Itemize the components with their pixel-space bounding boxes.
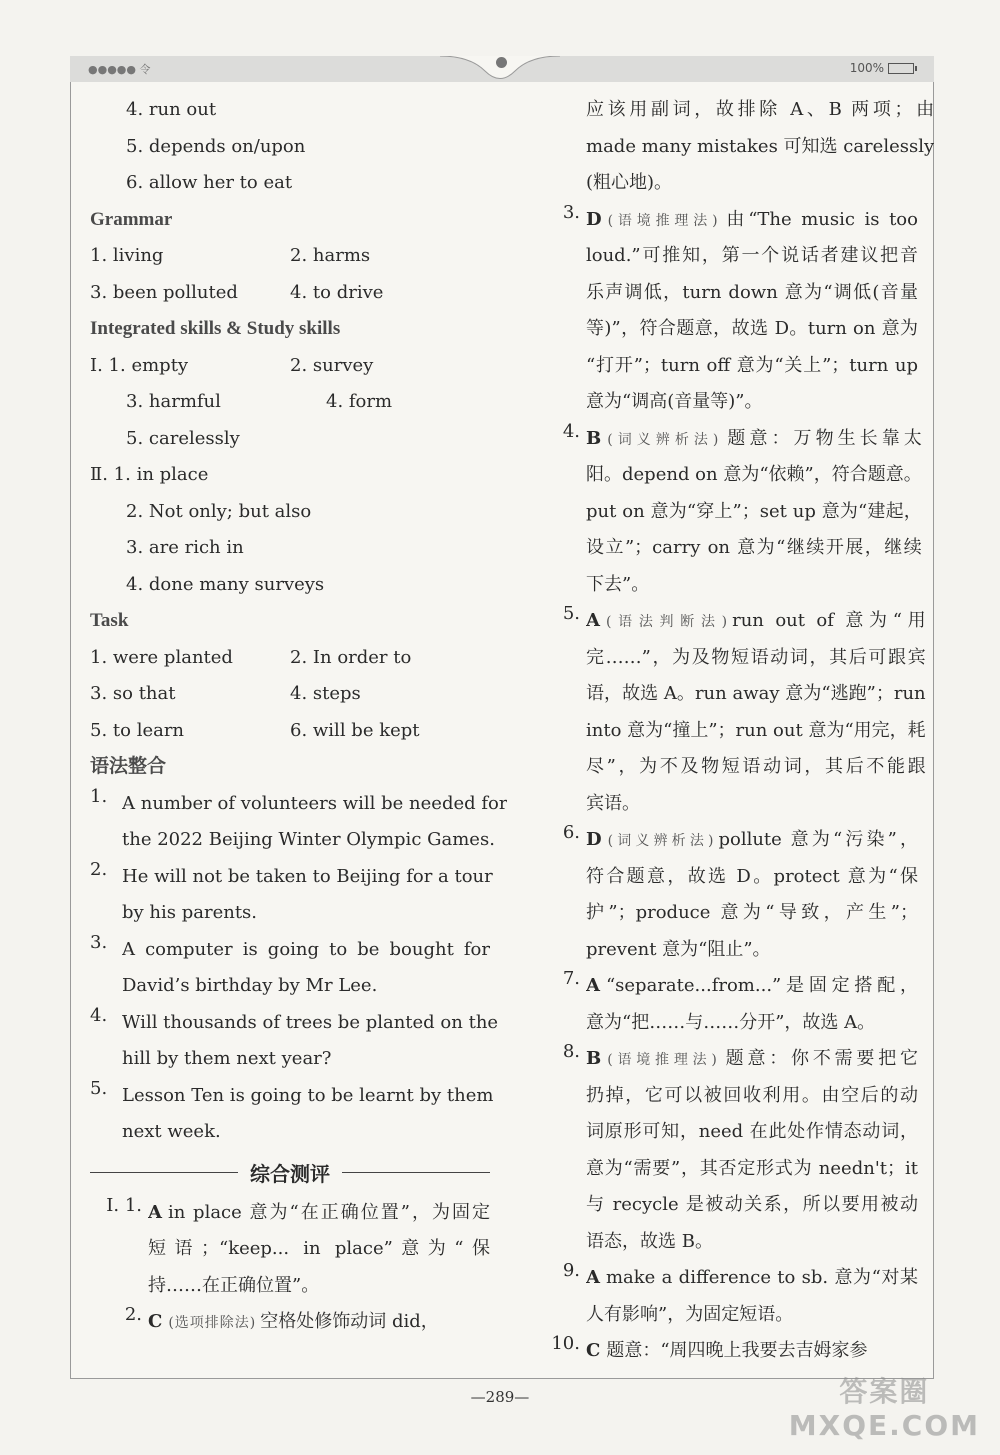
explanation-line (586, 603, 926, 640)
answer-explanation (586, 92, 934, 202)
solving-method: (词义辨析法) (607, 431, 720, 448)
explanation-line (586, 1187, 918, 1224)
answer-item: 5. depends on/upon (126, 135, 306, 157)
explanation-line (586, 92, 934, 129)
answer-number (550, 92, 586, 202)
answer-number: 2. (124, 1304, 142, 1325)
section-divider (90, 1151, 490, 1195)
explanation-line (586, 1260, 918, 1297)
line-text: 语态，故选 B。 (586, 1230, 713, 1252)
explanation-line (586, 1005, 918, 1042)
answer-explanation (586, 421, 922, 604)
watermark-url: MXQE.COM (788, 1409, 980, 1442)
answer-entry (550, 420, 922, 604)
explanation-line (148, 1268, 490, 1305)
solving-method: (选项排除法) (168, 1315, 257, 1331)
explanation-line (586, 895, 918, 932)
explanation-line (586, 311, 918, 348)
answer-number: 6. (562, 822, 580, 843)
line-text: pollute 意为“污染”， (718, 829, 918, 850)
sentence-number: 5. (90, 1077, 108, 1099)
solving-method: (语境推理法) (607, 212, 719, 229)
answer-item: 1. living (90, 245, 164, 266)
sentence-text (116, 1005, 498, 1078)
answer-item: 4. form (326, 391, 393, 412)
answer-row (90, 713, 490, 750)
line-text: 意为“调高(音量等)”。 (586, 391, 763, 412)
answer-item: Ⅰ. 1. empty (90, 354, 189, 376)
page-number: —289— (470, 1388, 530, 1406)
explanation-line (586, 1041, 918, 1078)
sentence-text (116, 786, 507, 859)
line-text: 持……在正确位置”。 (148, 1274, 320, 1296)
answer-explanation (586, 1260, 918, 1333)
sentence-entry (90, 1077, 494, 1151)
answer-letter: A (148, 1201, 162, 1223)
line-text: “打开”；turn off 意为“关上”；turn up (586, 354, 918, 376)
line-text: 与 recycle 是被动关系，所以要用被动 (586, 1194, 918, 1215)
sentence-number: 2. (90, 858, 108, 880)
explanation-line (586, 129, 934, 166)
answer-number: 4. (562, 420, 580, 442)
explanation-line (586, 932, 918, 969)
line-text: 意为“把……与……分开”，故选 A。 (586, 1011, 876, 1033)
section-heading-integrated: Integrated skills & Study skills (90, 318, 341, 339)
answer-explanation (586, 603, 926, 822)
line-text: 题意：“周四晚上我要去吉姆家参 (606, 1340, 868, 1361)
answer-entry (550, 1041, 918, 1260)
divider-rule (342, 1172, 490, 1173)
line-text: 护”；produce 意为“导致，产生”； (586, 902, 918, 923)
line-text: 短语；“keep... in place”意为“保 (148, 1238, 490, 1259)
explanation-line (148, 1231, 490, 1268)
answer-explanation (148, 1304, 490, 1341)
answer-item: 5. to learn (90, 719, 185, 741)
answer-item: 1. were planted (90, 646, 233, 668)
line-text: prevent 意为“阻止”。 (586, 938, 771, 960)
watermark-logo (789, 1375, 980, 1443)
explanation-line (586, 859, 918, 896)
sentence-number: 4. (90, 1004, 108, 1026)
line-text: 词原形可知，need 在此处作情态动词， (586, 1121, 918, 1142)
answer-explanation (586, 822, 918, 968)
battery-indicator (850, 61, 914, 75)
answer-item: 4. done many surveys (126, 573, 325, 595)
answer-item: 5. carelessly (126, 427, 240, 449)
explanation-line (586, 1078, 918, 1115)
line-text: 阳。depend on 意为“依赖”，符合题意。 (586, 464, 922, 485)
answer-entry (550, 1260, 918, 1333)
sentence-text (116, 859, 493, 932)
answer-letter: C (586, 1340, 601, 1361)
sentence-entry (90, 1004, 499, 1078)
explanation-line (586, 713, 926, 750)
answer-item: 4. to drive (290, 281, 384, 303)
line-text: 题意：你不需要把它 (721, 1048, 918, 1069)
answer-item: 3. harmful (126, 391, 221, 412)
line-text: 乐声调低，turn down 意为“调低(音量 (586, 281, 918, 303)
answer-letter: A (586, 975, 600, 996)
answer-item: Ⅱ. 1. in place (90, 464, 209, 485)
explanation-line (586, 275, 918, 312)
answer-letter: D (586, 829, 602, 850)
answer-row (90, 640, 490, 677)
line-text: 人有影响”，为固定短语。 (586, 1303, 794, 1325)
sentence-entry (90, 858, 493, 932)
line-text: into 意为“撞上”；run out 意为“用完，耗 (586, 719, 926, 741)
explanation-line (586, 1333, 918, 1370)
explanation-line (586, 1151, 918, 1188)
solving-method: (语法判断法) (605, 614, 729, 630)
answer-number: 5. (562, 603, 580, 624)
answer-entry (550, 822, 918, 968)
answer-entry (550, 968, 918, 1041)
explanation-line (586, 202, 918, 239)
explanation-line (586, 421, 922, 458)
answer-row (90, 348, 490, 385)
battery-percent: 100% (849, 61, 884, 75)
line-text: 等)”，符合题意，故选 D。turn on 意为 (586, 318, 918, 339)
answer-entry (550, 202, 918, 421)
answer-row (90, 275, 490, 312)
answer-letter: A (586, 610, 600, 631)
divider-rule (90, 1172, 238, 1173)
line-text: 空格处修饰动词 did， (260, 1311, 439, 1332)
answer-number: 10. (551, 1333, 580, 1354)
answer-explanation (586, 202, 918, 421)
answer-entry (90, 1195, 490, 1305)
camera-icon (496, 57, 507, 68)
explanation-line (586, 822, 918, 859)
sentence-entry (90, 932, 490, 1005)
sentence-text (116, 1078, 493, 1151)
answer-entry (550, 603, 926, 822)
line-text: 应该用副词，故排除 A、B 两项；由 (586, 99, 935, 120)
answer-item: 2. Not only; but also (126, 500, 312, 522)
explanation-line (586, 384, 918, 421)
answer-explanation (586, 968, 918, 1041)
line-text: made many mistakes 可知选 carelessly (586, 135, 935, 157)
sentence-text (116, 932, 490, 1005)
explanation-line (586, 968, 918, 1005)
line-text: 下去”。 (586, 573, 650, 595)
watermark-text: 答案圈 (839, 1375, 930, 1408)
line-text: 扔掉，它可以被回收利用。由空后的动 (586, 1084, 918, 1106)
line-text: 意为“需要”，其否定形式为 needn't；it (586, 1157, 918, 1179)
explanation-line (586, 494, 922, 531)
answer-entry (550, 92, 935, 202)
sentence-line: A number of volunteers will be needed for (122, 792, 508, 814)
line-text: 由“The music is too (722, 208, 918, 230)
answer-letter: B (586, 427, 602, 449)
answer-number: 3. (562, 201, 580, 223)
section-heading-grammar-integration: 语法整合 (90, 756, 167, 777)
answer-explanation (586, 1333, 918, 1370)
sentence-line: hill by them next year? (122, 1048, 332, 1069)
answer-item: 4. steps (290, 683, 361, 704)
explanation-line (586, 567, 922, 604)
sentence-line: the 2022 Beijing Winter Olympic Games. (122, 829, 495, 850)
answer-explanation (586, 1041, 918, 1260)
answer-row (90, 676, 490, 713)
answer-number: Ⅰ. 1. (106, 1194, 142, 1216)
sentence-line: by his parents. (122, 902, 258, 923)
answer-letter: B (586, 1048, 602, 1069)
answer-explanation (148, 1195, 490, 1305)
line-text: 符合题意，故选 D。protect 意为“保 (586, 865, 918, 887)
sentence-number: 1. (90, 785, 108, 807)
signal-indicator: ●●●●● 令 (88, 63, 151, 76)
answer-number: 7. (562, 968, 580, 989)
explanation-line (586, 1297, 918, 1334)
answer-item: 6. allow her to eat (126, 172, 293, 193)
battery-icon (888, 63, 914, 74)
line-text: loud.”可推知，第一个说话者建议把音 (586, 245, 918, 266)
sentence-line: He will not be taken to Beijing for a tour (122, 865, 493, 887)
explanation-line (586, 348, 918, 385)
answer-item: 4. run out (126, 99, 217, 120)
explanation-line (586, 1224, 918, 1261)
answer-item: 3. so that (90, 683, 176, 704)
line-text: 语，故选 A。run away 意为“逃跑”；run (586, 683, 926, 704)
line-text: run out of 意为“用 (732, 610, 926, 631)
line-text: (粗心地)。 (586, 172, 673, 193)
explanation-line (586, 530, 922, 567)
left-column (90, 92, 508, 1341)
sentence-line: David’s birthday by Mr Lee. (122, 975, 378, 996)
answer-number: 9. (562, 1260, 580, 1281)
section-heading-task: Task (90, 610, 129, 631)
answer-item: 2. harms (290, 245, 371, 266)
right-column (550, 92, 935, 1370)
line-text: make a difference to sb. 意为“对某 (605, 1267, 918, 1288)
explanation-line (586, 786, 926, 823)
explanation-line (586, 238, 918, 275)
sentence-line: next week. (122, 1121, 221, 1142)
explanation-line (586, 457, 922, 494)
answer-entry (550, 1333, 918, 1370)
line-text: 设立”；carry on 意为“继续开展，继续 (586, 537, 922, 558)
section-heading-grammar: Grammar (90, 208, 173, 230)
explanation-line (586, 1114, 918, 1151)
answer-row (90, 384, 490, 421)
line-text: 尽”，为不及物短语动词，其后不能跟 (586, 756, 926, 777)
answer-item: 2. survey (290, 354, 374, 376)
line-text: 题意：万物生长靠太 (723, 427, 922, 449)
answer-item: 2. In order to (290, 646, 412, 668)
answer-number: 8. (562, 1041, 580, 1062)
explanation-line (586, 640, 926, 677)
sentence-line: Will thousands of trees be planted on the (122, 1011, 499, 1033)
answer-letter: A (586, 1267, 600, 1288)
explanation-line (148, 1304, 490, 1341)
line-text: “separate...from...”是固定搭配， (605, 975, 918, 996)
line-text: 宾语。 (586, 792, 640, 814)
answer-letter: C (148, 1311, 163, 1332)
line-text: 完……”，为及物短语动词，其后可跟宾 (586, 646, 926, 668)
answer-letter: D (586, 208, 602, 230)
line-text: in place 意为“在正确位置”，为固定 (167, 1201, 490, 1223)
explanation-line (586, 165, 934, 202)
solving-method: (词义辨析法) (607, 833, 715, 849)
sentence-line: Lesson Ten is going to be learnt by them (122, 1084, 494, 1106)
answer-item: 3. been polluted (90, 281, 238, 303)
explanation-line (148, 1195, 490, 1232)
solving-method: (语境推理法) (607, 1052, 718, 1068)
answer-item: 3. are rich in (126, 537, 244, 558)
answer-item: 6. will be kept (290, 719, 420, 741)
line-text: put on 意为“穿上”；set up 意为“建起， (586, 500, 922, 522)
explanation-line (586, 676, 926, 713)
section-title: 综合测评 (250, 1162, 330, 1186)
sentence-number: 3. (90, 931, 108, 953)
explanation-line (586, 749, 926, 786)
answer-row (90, 238, 490, 275)
answer-entry (90, 1304, 490, 1341)
sentence-line: A computer is going to be bought for (122, 938, 490, 960)
sentence-entry (90, 785, 508, 859)
